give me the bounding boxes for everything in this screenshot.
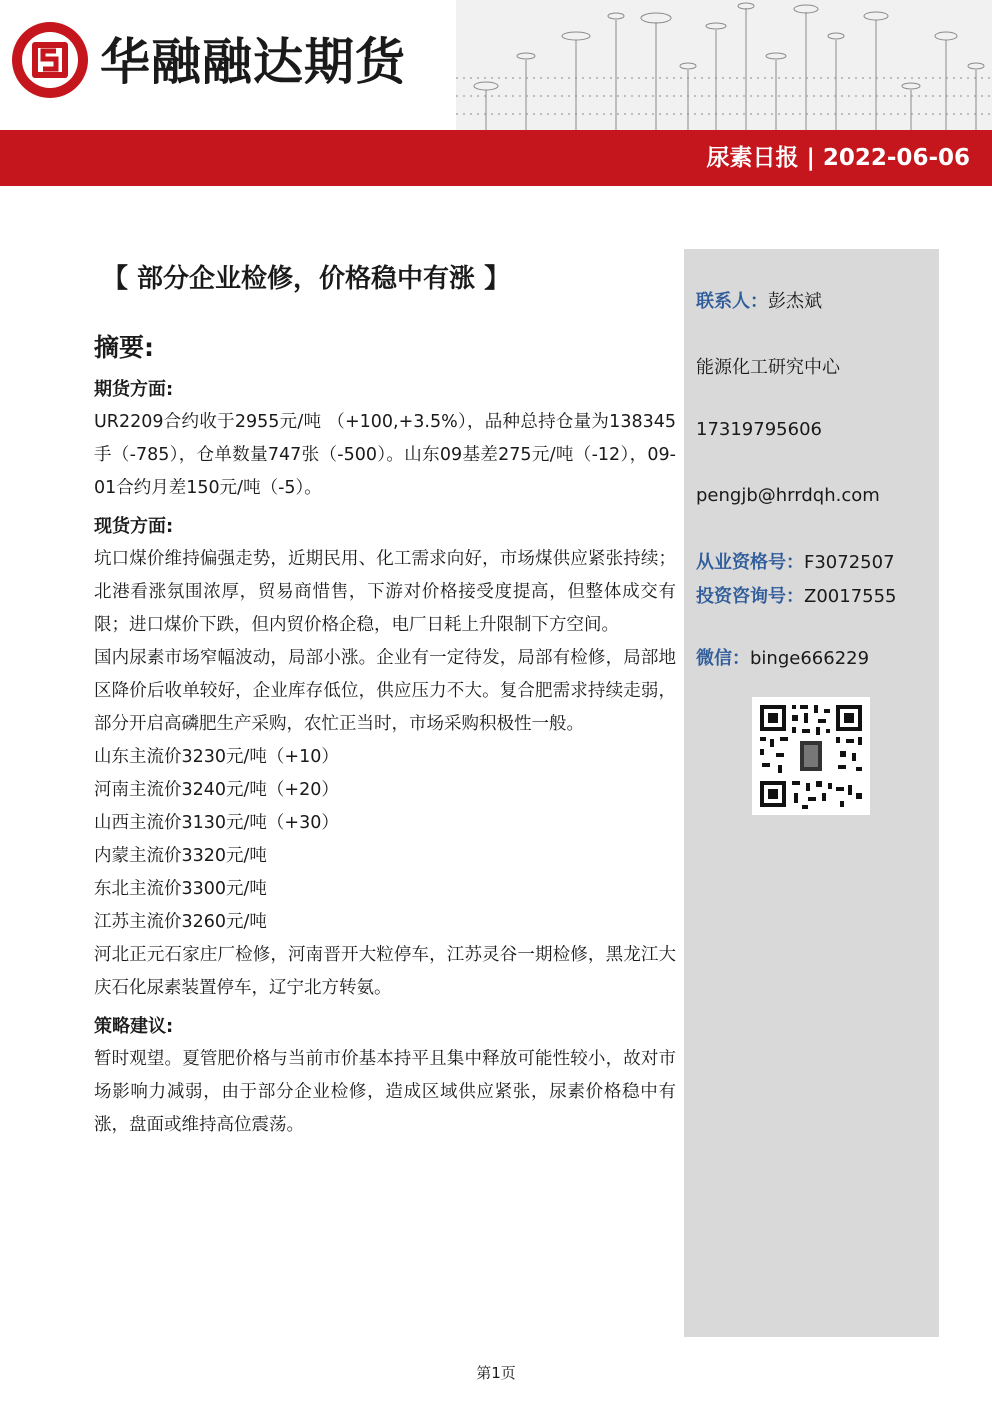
company-name: 华融融达期货 — [100, 33, 406, 91]
strategy-text: 暂时观望。夏管肥价格与当前市价基本持平且集中释放可能性较小，故对市场影响力减弱，由于部分企业检修，造成区域供应紧张，尿素价格稳中有涨，盘面或维持高位震荡。 — [94, 1049, 676, 1135]
report-title: 【 部分企业检修，价格稳中有涨 】 — [102, 264, 511, 294]
qualification-row — [696, 548, 895, 574]
strategy-heading: 策略建议: — [94, 1016, 174, 1037]
header-decoration — [456, 0, 992, 130]
price-line: 内蒙主流价3320元/吨 — [94, 846, 267, 866]
futures-text: UR2209合约收于2955元/吨 （+100,+3.5%），品种总持仓量为138345手（-785），仓单数量747张（-500）。山东09基差275元/吨（-12），09-01合约月差150元/吨（-5）。 — [94, 412, 676, 498]
report-date: 2022-06-06 — [822, 145, 970, 171]
contact-sidebar — [684, 249, 939, 1337]
abstract-heading: 摘要: — [94, 333, 154, 362]
spot-plant-text: 河北正元石家庄厂检修，河南晋开大粒停车，江苏灵谷一期检修，黑龙江大庆石化尿素装置停车，辽宁北方转氨。 — [94, 945, 676, 998]
department: 能源化工研究中心 — [696, 357, 840, 378]
wechat-label: 微信： — [696, 648, 750, 669]
spot-urea-text: 国内尿素市场窄幅波动，局部小涨。企业有一定待发，局部有检修，局部地区降价后收单较好，企业库存低位，供应压力不大。复合肥需求持续走弱，部分开启高磷肥生产采购，农忙正当时，市场采购积极性一般。 — [94, 648, 676, 734]
wechat-id: binge666229 — [750, 648, 870, 669]
report-body — [94, 256, 676, 1142]
email: pengjb@hrrdqh.com — [696, 485, 880, 506]
contact-label: 联系人： — [696, 291, 768, 312]
futures-heading: 期货方面: — [94, 379, 174, 400]
page-number: 第1页 — [476, 1364, 516, 1382]
qr-code-icon — [752, 697, 870, 815]
contact-name: 彭杰斌 — [768, 291, 822, 312]
price-line: 东北主流价3300元/吨 — [94, 879, 267, 899]
company-logo-icon — [10, 20, 90, 100]
report-type: 尿素日报 — [706, 145, 799, 171]
qualification-label: 从业资格号： — [696, 552, 804, 573]
consult-label: 投资咨询号： — [696, 586, 804, 607]
report-separator: | — [806, 145, 815, 171]
qualification-number: F3072507 — [804, 552, 895, 573]
report-header — [0, 0, 992, 186]
price-line: 河南主流价3240元/吨（+20） — [94, 780, 339, 800]
price-line: 山西主流价3130元/吨（+30） — [94, 813, 339, 833]
price-line: 江苏主流价3260元/吨 — [94, 912, 267, 932]
spot-coal-text: 坑口煤价维持偏强走势，近期民用、化工需求向好，市场煤供应紧张持续；北港看涨氛围浓厚，贸易商惜售，下游对价格接受度提高，但整体成交有限；进口煤价下跌，但内贸价格企稳，电厂日耗上升限制下方空间。 — [94, 549, 676, 635]
spot-heading: 现货方面: — [94, 516, 174, 537]
consult-number: Z0017555 — [804, 586, 897, 607]
phone: 17319795606 — [696, 419, 822, 440]
contact-row — [696, 287, 822, 313]
report-label — [706, 140, 970, 176]
price-line: 山东主流价3230元/吨（+10） — [94, 747, 339, 767]
consult-row — [696, 582, 897, 608]
wechat-row — [696, 644, 869, 670]
